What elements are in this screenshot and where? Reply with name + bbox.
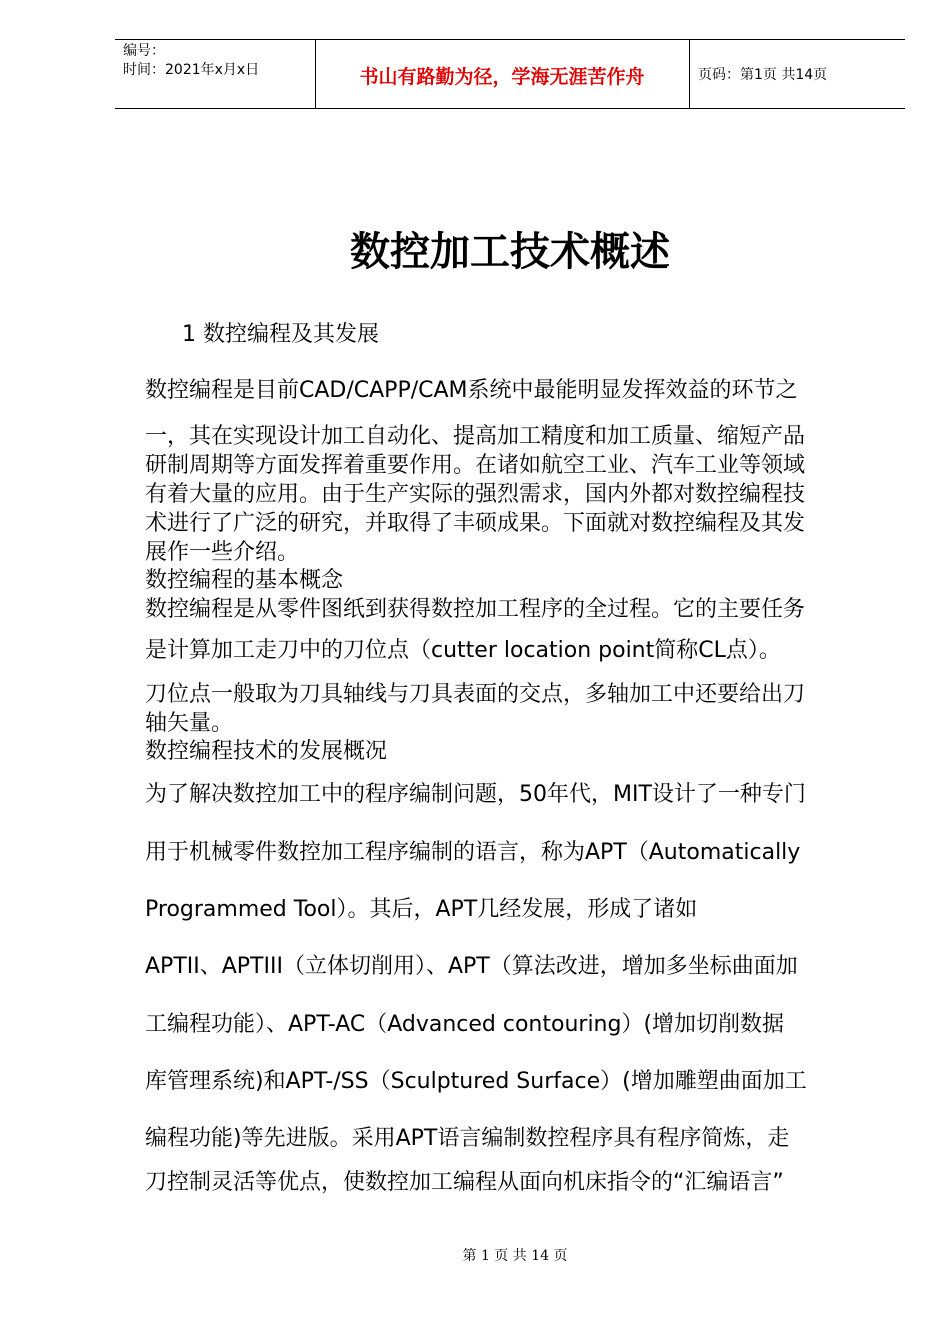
body-line: 展作一些介绍。 <box>145 540 300 565</box>
header-number-label: 编号： <box>123 43 165 59</box>
document-title: 数控加工技术概述 <box>350 228 670 275</box>
body-line: 是计算加工走刀中的刀位点（cutter location point简称CL点）。 <box>145 638 781 663</box>
header-motto: 书山有路勤为径，学海无涯苦作舟 <box>359 66 645 88</box>
page-footer: 第 1 页 共 14 页 <box>462 1248 568 1264</box>
body-line: 术进行了广泛的研究，并取得了丰硕成果。下面就对数控编程及其发 <box>145 511 806 536</box>
body-line: Programmed Tool）。其后，APT几经发展，形成了诸如 <box>145 897 698 922</box>
header-date: 时间：2021年x月x日 <box>123 62 260 78</box>
body-subheading: 数控编程技术的发展概况 <box>145 739 388 764</box>
body-line: 工编程功能）、APT-AC（Advanced contouring）(增加切削数据 <box>145 1012 785 1037</box>
body-line: 研制周期等方面发挥着重要作用。在诸如航空工业、汽车工业等领域 <box>145 453 806 478</box>
body-line: APTII、APTIII（立体切削用）、APT（算法改进，增加多坐标曲面加 <box>145 954 798 979</box>
body-line: 数控编程是从零件图纸到获得数控加工程序的全过程。它的主要任务 <box>145 597 806 622</box>
header-page-info: 页码：第1页 共14页 <box>698 67 828 83</box>
header-meta <box>123 42 259 80</box>
body-line: 编程功能)等先进版。采用APT语言编制数控程序具有程序简炼，走 <box>145 1126 790 1151</box>
page-header <box>115 39 905 109</box>
body-line: 刀控制灵活等优点，使数控加工编程从面向机床指令的“汇编语言” <box>145 1170 784 1195</box>
body-line: 有着大量的应用。由于生产实际的强烈需求，国内外都对数控编程技 <box>145 482 806 507</box>
body-line: 为了解决数控加工中的程序编制问题，50年代，MIT设计了一种专门 <box>145 782 806 807</box>
body-line: 用于机械零件数控加工程序编制的语言，称为APT（Automatically <box>145 840 801 865</box>
body-subheading: 数控编程的基本概念 <box>145 568 344 593</box>
body-line: 库管理系统)和APT-/SS（Sculptured Surface）(增加雕塑曲面加工 <box>145 1069 807 1094</box>
body-line: 刀位点一般取为刀具轴线与刀具表面的交点，多轴加工中还要给出刀 <box>145 682 806 707</box>
section-heading: 1 数控编程及其发展 <box>182 322 379 347</box>
body-line: 数控编程是目前CAD/CAPP/CAM系统中最能明显发挥效益的环节之 <box>145 378 798 403</box>
body-line: 轴矢量。 <box>145 711 234 736</box>
body-line: 一，其在实现设计加工自动化、提高加工精度和加工质量、缩短产品 <box>145 424 806 449</box>
header-divider <box>689 40 690 108</box>
